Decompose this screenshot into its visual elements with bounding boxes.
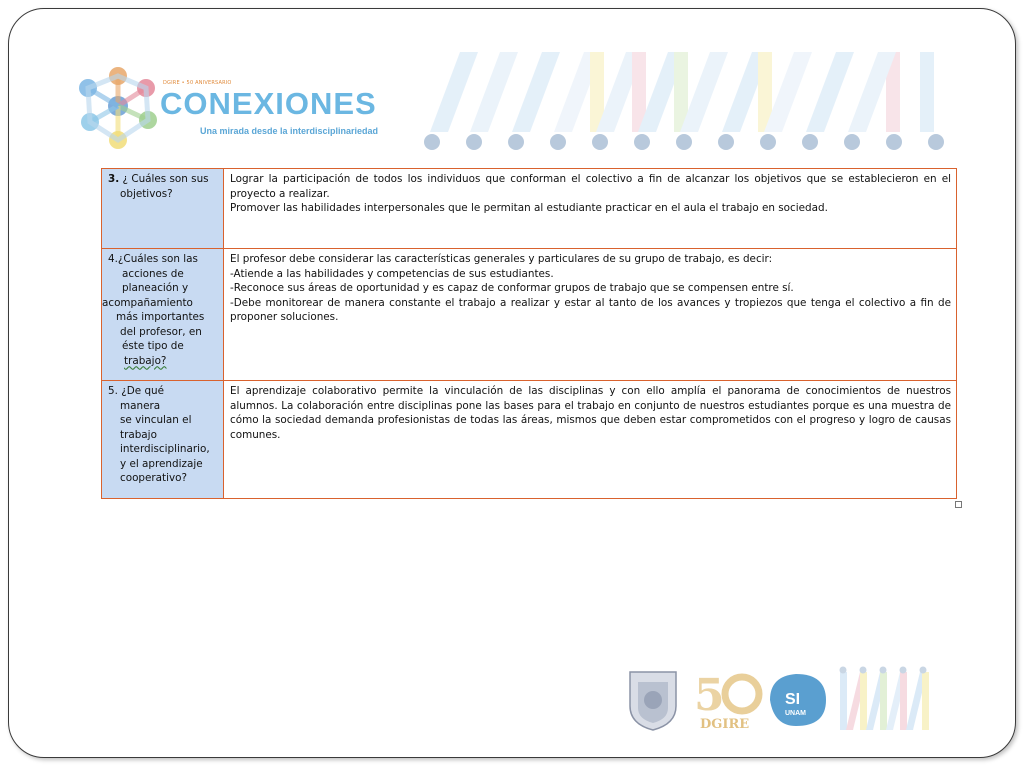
question-cell: [102, 381, 224, 499]
question-line: más importantes: [116, 311, 205, 323]
answer-paragraph: El aprendizaje colaborativo permite la vinculación de las disciplinas y con ello amplía el panorama de conocimientos de nuestros alumnos. La colaboración entre disciplinas pone las bases para el trabajo en conjunto de nuestros estudiantes porque es una muestra de cómo la sociedad demanda profesionistas de todas las áreas, mismos que deben estar comprometidos con el progreso y logro de causas comunes.: [230, 385, 951, 441]
question-line: manera: [120, 399, 161, 412]
question-line: éste tipo de: [122, 340, 184, 352]
footer-logos: [624, 664, 948, 734]
header-banner: [420, 52, 950, 152]
answer-paragraph: -Debe monitorear de manera constante el trabajo a realizar y estar al tanto de los avances y tropiezos que tenga el colectivo a fin de proponer soluciones.: [230, 296, 951, 323]
question-number: 4.: [108, 253, 118, 265]
question-line: cooperativo?: [120, 472, 188, 484]
answer-paragraph: Lograr la participación de todos los individuos que conforman el colectivo a fin de alcanzar los objetivos que se establecieron en el proyecto a realizar.: [230, 173, 951, 200]
dgire-50-logo: [694, 670, 759, 732]
question-line: trabajo?: [124, 354, 167, 367]
question-line: ¿Cuáles son las: [117, 253, 198, 265]
table-row: [102, 169, 957, 249]
question-number: 5.: [108, 385, 118, 397]
unam-text: UNAM: [785, 710, 806, 717]
svg-text:5: 5: [694, 670, 725, 721]
logo-title: CONEXIONES: [160, 86, 377, 121]
answer-paragraph: -Reconoce sus áreas de oportunidad y es capaz de conformar grupos de trabajo que se compensen entre sí.: [230, 282, 794, 294]
question-line: se vinculan el: [120, 414, 192, 426]
question-line: y el aprendizaje: [120, 457, 203, 470]
unam-shield-icon: [630, 672, 676, 730]
dgire-text: DGIRE: [700, 717, 750, 732]
answer-paragraph: Promover las habilidades interpersonales que le permitan al estudiante practicar en el aula el trabajo en sociedad.: [230, 202, 828, 214]
answer-cell: [224, 249, 957, 381]
logo-tagline: Una mirada desde la interdisciplinariedad: [200, 126, 379, 136]
answer-paragraph: -Atiende a las habilidades y competencias de sus estudiantes.: [230, 267, 554, 280]
table-resize-handle[interactable]: [955, 501, 962, 508]
answer-paragraph: El profesor debe considerar las características generales y particulares de su grupo de trabajo, es decir:: [230, 253, 773, 265]
question-line: del profesor, en: [120, 325, 202, 338]
question-line: objetivos?: [120, 187, 173, 200]
question-number: 3.: [108, 173, 120, 185]
content-table: [101, 168, 957, 499]
question-line: ¿ Cuáles son sus: [122, 173, 209, 185]
si-unam-logo: [770, 674, 826, 726]
conexiones-mini-banner: [840, 667, 930, 731]
table-row: [102, 381, 957, 499]
table-row: [102, 249, 957, 381]
question-cell: [102, 249, 224, 381]
logo-subtitle: DGIRE • 50 ANIVERSARIO: [163, 80, 232, 86]
answer-cell: [224, 381, 957, 499]
question-line: ¿De qué: [121, 385, 165, 397]
si-text: SI: [785, 691, 801, 708]
question-cell: [102, 169, 224, 249]
question-line: acompañamiento: [102, 296, 193, 309]
question-line: interdisciplinario,: [120, 443, 210, 455]
answer-cell: [224, 169, 957, 249]
question-line: acciones de: [122, 267, 184, 280]
question-line: trabajo: [120, 428, 157, 441]
question-line: planeación y: [122, 282, 189, 294]
